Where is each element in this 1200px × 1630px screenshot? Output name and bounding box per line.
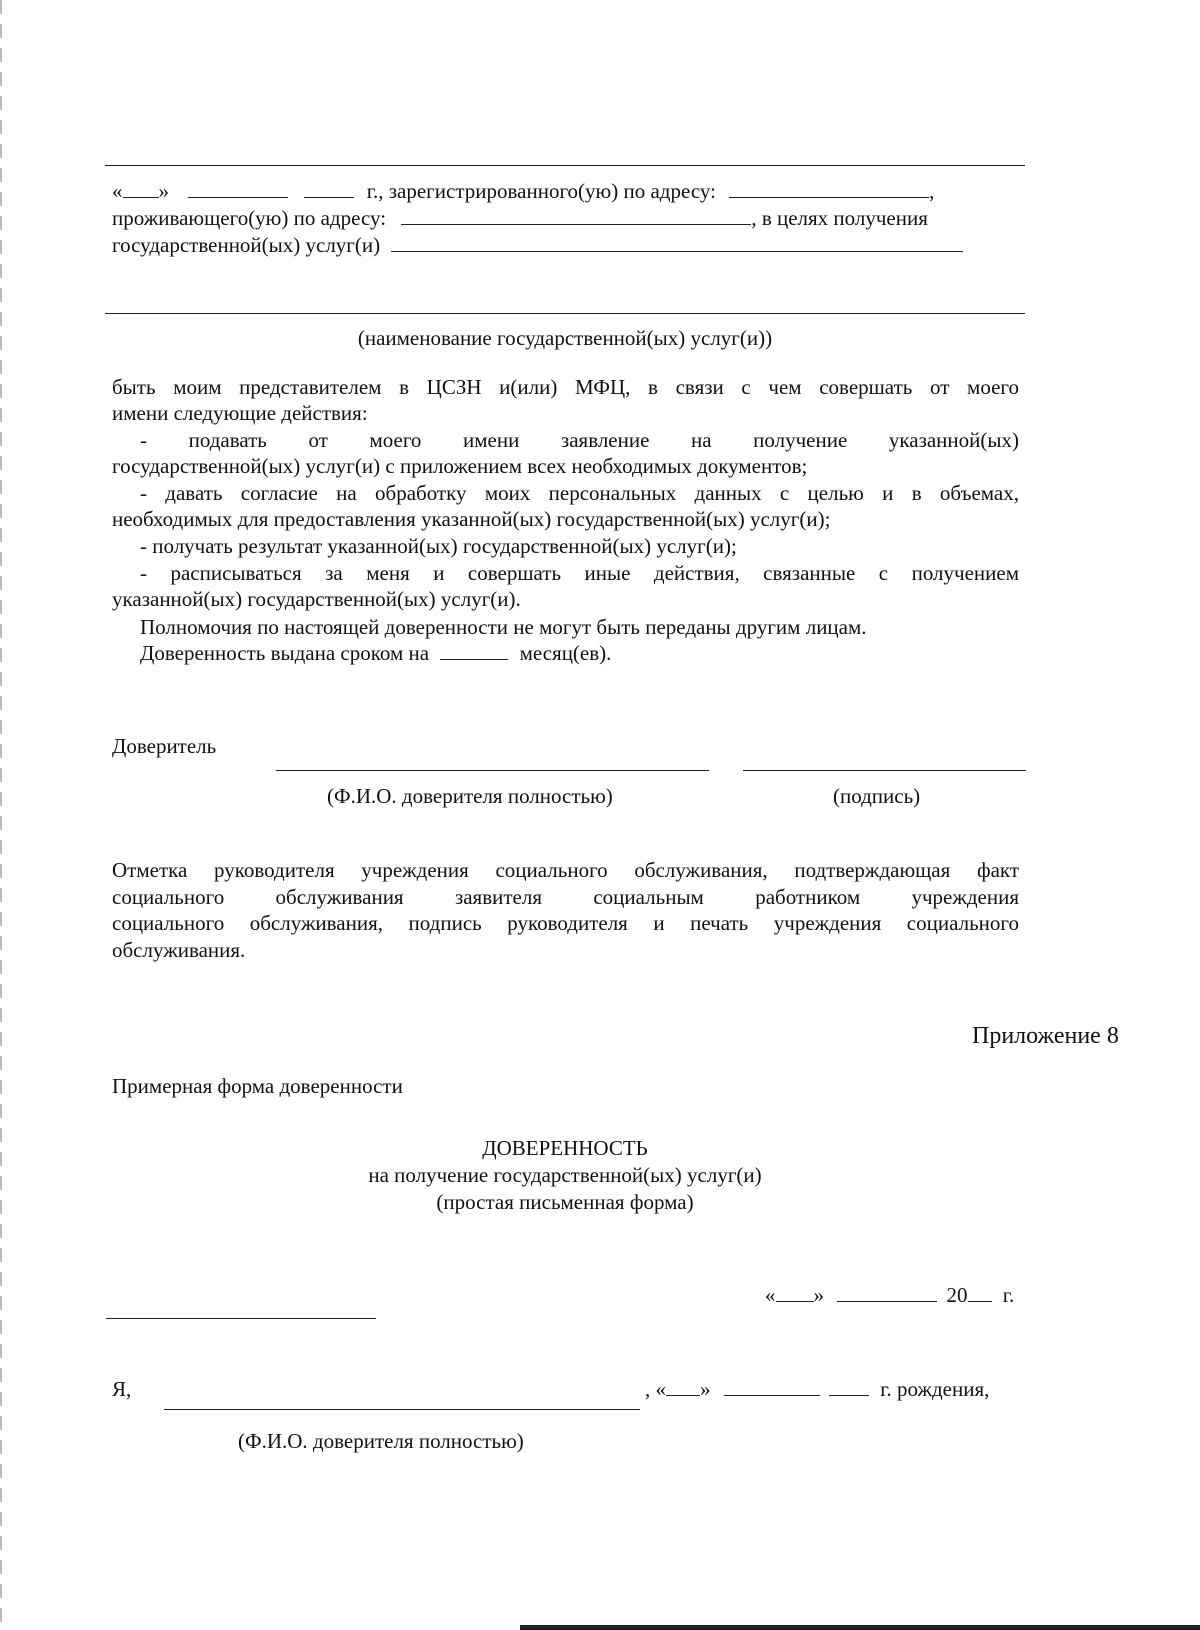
birth-date-line bbox=[645, 1376, 989, 1402]
trustor-label: Доверитель bbox=[112, 734, 217, 758]
term-months-blank[interactable] bbox=[440, 641, 508, 660]
body-p2: Полномочия по настоящей доверенности не могут быть переданы другим лицам. bbox=[140, 615, 867, 639]
registered-label: г., зарегистрированного(ую) по адресу: bbox=[366, 179, 716, 203]
date-line bbox=[765, 1282, 1014, 1308]
body-p3 bbox=[140, 640, 611, 666]
address-line-2 bbox=[112, 205, 928, 231]
months-label: месяц(ев). bbox=[519, 641, 612, 665]
body-p1-l1: быть моим представителем в ЦСЗН и(или) МФЦ, в связи с чем совершать от моего bbox=[112, 375, 1019, 399]
scan-bottom-edge bbox=[520, 1625, 1200, 1630]
residing-address-blank[interactable] bbox=[401, 206, 751, 225]
trustor-signature-line[interactable] bbox=[743, 770, 1026, 771]
birth-quote-close: » bbox=[700, 1377, 711, 1401]
trustor-fio-line[interactable] bbox=[276, 770, 709, 771]
month-blank[interactable] bbox=[188, 179, 288, 198]
note-l3: социального обслуживания, подпись руководителя и печать учреждения социального bbox=[112, 911, 1019, 935]
bullet-2-l2: необходимых для предоставления указанной(ых) государственной(ых) услуг(и); bbox=[112, 507, 831, 531]
year-blank[interactable] bbox=[304, 179, 354, 198]
ya-label: Я, bbox=[112, 1377, 132, 1401]
services-label: государственной(ых) услуг(и) bbox=[112, 233, 381, 257]
date-day-blank[interactable] bbox=[776, 1283, 814, 1302]
year-suffix: г. bbox=[1002, 1283, 1015, 1307]
note-l2: социального обслуживания заявителя социальным работником учреждения bbox=[112, 885, 1019, 909]
bullet-3: - получать результат указанной(ых) государственной(ых) услуг(и); bbox=[140, 534, 737, 558]
sample-form-label: Примерная форма доверенности bbox=[112, 1074, 403, 1098]
trustor-fio-caption: (Ф.И.О. доверителя полностью) bbox=[327, 784, 613, 808]
birth-day-blank[interactable] bbox=[666, 1377, 700, 1396]
bullet-2-l1: - давать согласие на обработку моих персональных данных с целью и в объемах, bbox=[140, 481, 1019, 505]
date-year-blank[interactable] bbox=[968, 1283, 992, 1302]
ya-fio-caption: (Ф.И.О. доверителя полностью) bbox=[238, 1429, 524, 1453]
bullet-1-l2: государственной(ых) услуг(и) с приложением всех необходимых документов; bbox=[112, 454, 808, 478]
services-line bbox=[112, 232, 963, 258]
scan-edge-artifact bbox=[0, 0, 2, 1630]
birth-label: г. рождения, bbox=[880, 1377, 990, 1401]
bullet-4-l1: - расписываться за меня и совершать иные действия, связанные с получением bbox=[140, 561, 1019, 585]
services-rule bbox=[105, 313, 1025, 314]
place-line[interactable] bbox=[106, 1318, 376, 1319]
ya-fio-line[interactable] bbox=[164, 1409, 640, 1410]
address-line-1 bbox=[112, 178, 934, 204]
residing-label: проживающего(ую) по адресу: bbox=[112, 206, 387, 230]
registered-address-blank[interactable] bbox=[729, 179, 929, 198]
birth-month-blank[interactable] bbox=[724, 1377, 820, 1396]
top-rule bbox=[105, 165, 1025, 166]
document-subtitle-2: (простая письменная форма) bbox=[436, 1190, 694, 1214]
service-caption: (наименование государственной(ых) услуг(и)) bbox=[357, 326, 773, 350]
year-prefix: 20 bbox=[946, 1283, 968, 1307]
date-quote-open: « bbox=[765, 1283, 776, 1307]
birth-comma-quote: , « bbox=[645, 1377, 666, 1401]
day-blank[interactable] bbox=[123, 179, 159, 198]
date-quote-close: » bbox=[813, 1283, 824, 1307]
quote-open: « bbox=[112, 179, 123, 203]
line1-comma: , bbox=[929, 179, 935, 203]
date-month-blank[interactable] bbox=[837, 1283, 937, 1302]
services-blank[interactable] bbox=[391, 233, 963, 252]
bullet-1-l1: - подавать от моего имени заявление на получение указанной(ых) bbox=[140, 428, 1019, 452]
purpose-label: , в целях получения bbox=[751, 206, 928, 230]
body-p1-l2: имени следующие действия: bbox=[112, 401, 368, 425]
document-subtitle-1: на получение государственной(ых) услуг(и) bbox=[368, 1163, 762, 1187]
quote-close: » bbox=[158, 179, 169, 203]
term-label: Доверенность выдана сроком на bbox=[140, 641, 430, 665]
trustor-signature-caption: (подпись) bbox=[833, 784, 921, 808]
document-title: ДОВЕРЕННОСТЬ bbox=[482, 1136, 648, 1160]
note-l4: обслуживания. bbox=[112, 938, 246, 962]
birth-year-blank[interactable] bbox=[829, 1377, 869, 1396]
bullet-4-l2: указанной(ых) государственной(ых) услуг(и). bbox=[112, 587, 521, 611]
note-l1: Отметка руководителя учреждения социального обслуживания, подтверждающая факт bbox=[112, 858, 1019, 882]
appendix-label: Приложение 8 bbox=[972, 1023, 1119, 1049]
